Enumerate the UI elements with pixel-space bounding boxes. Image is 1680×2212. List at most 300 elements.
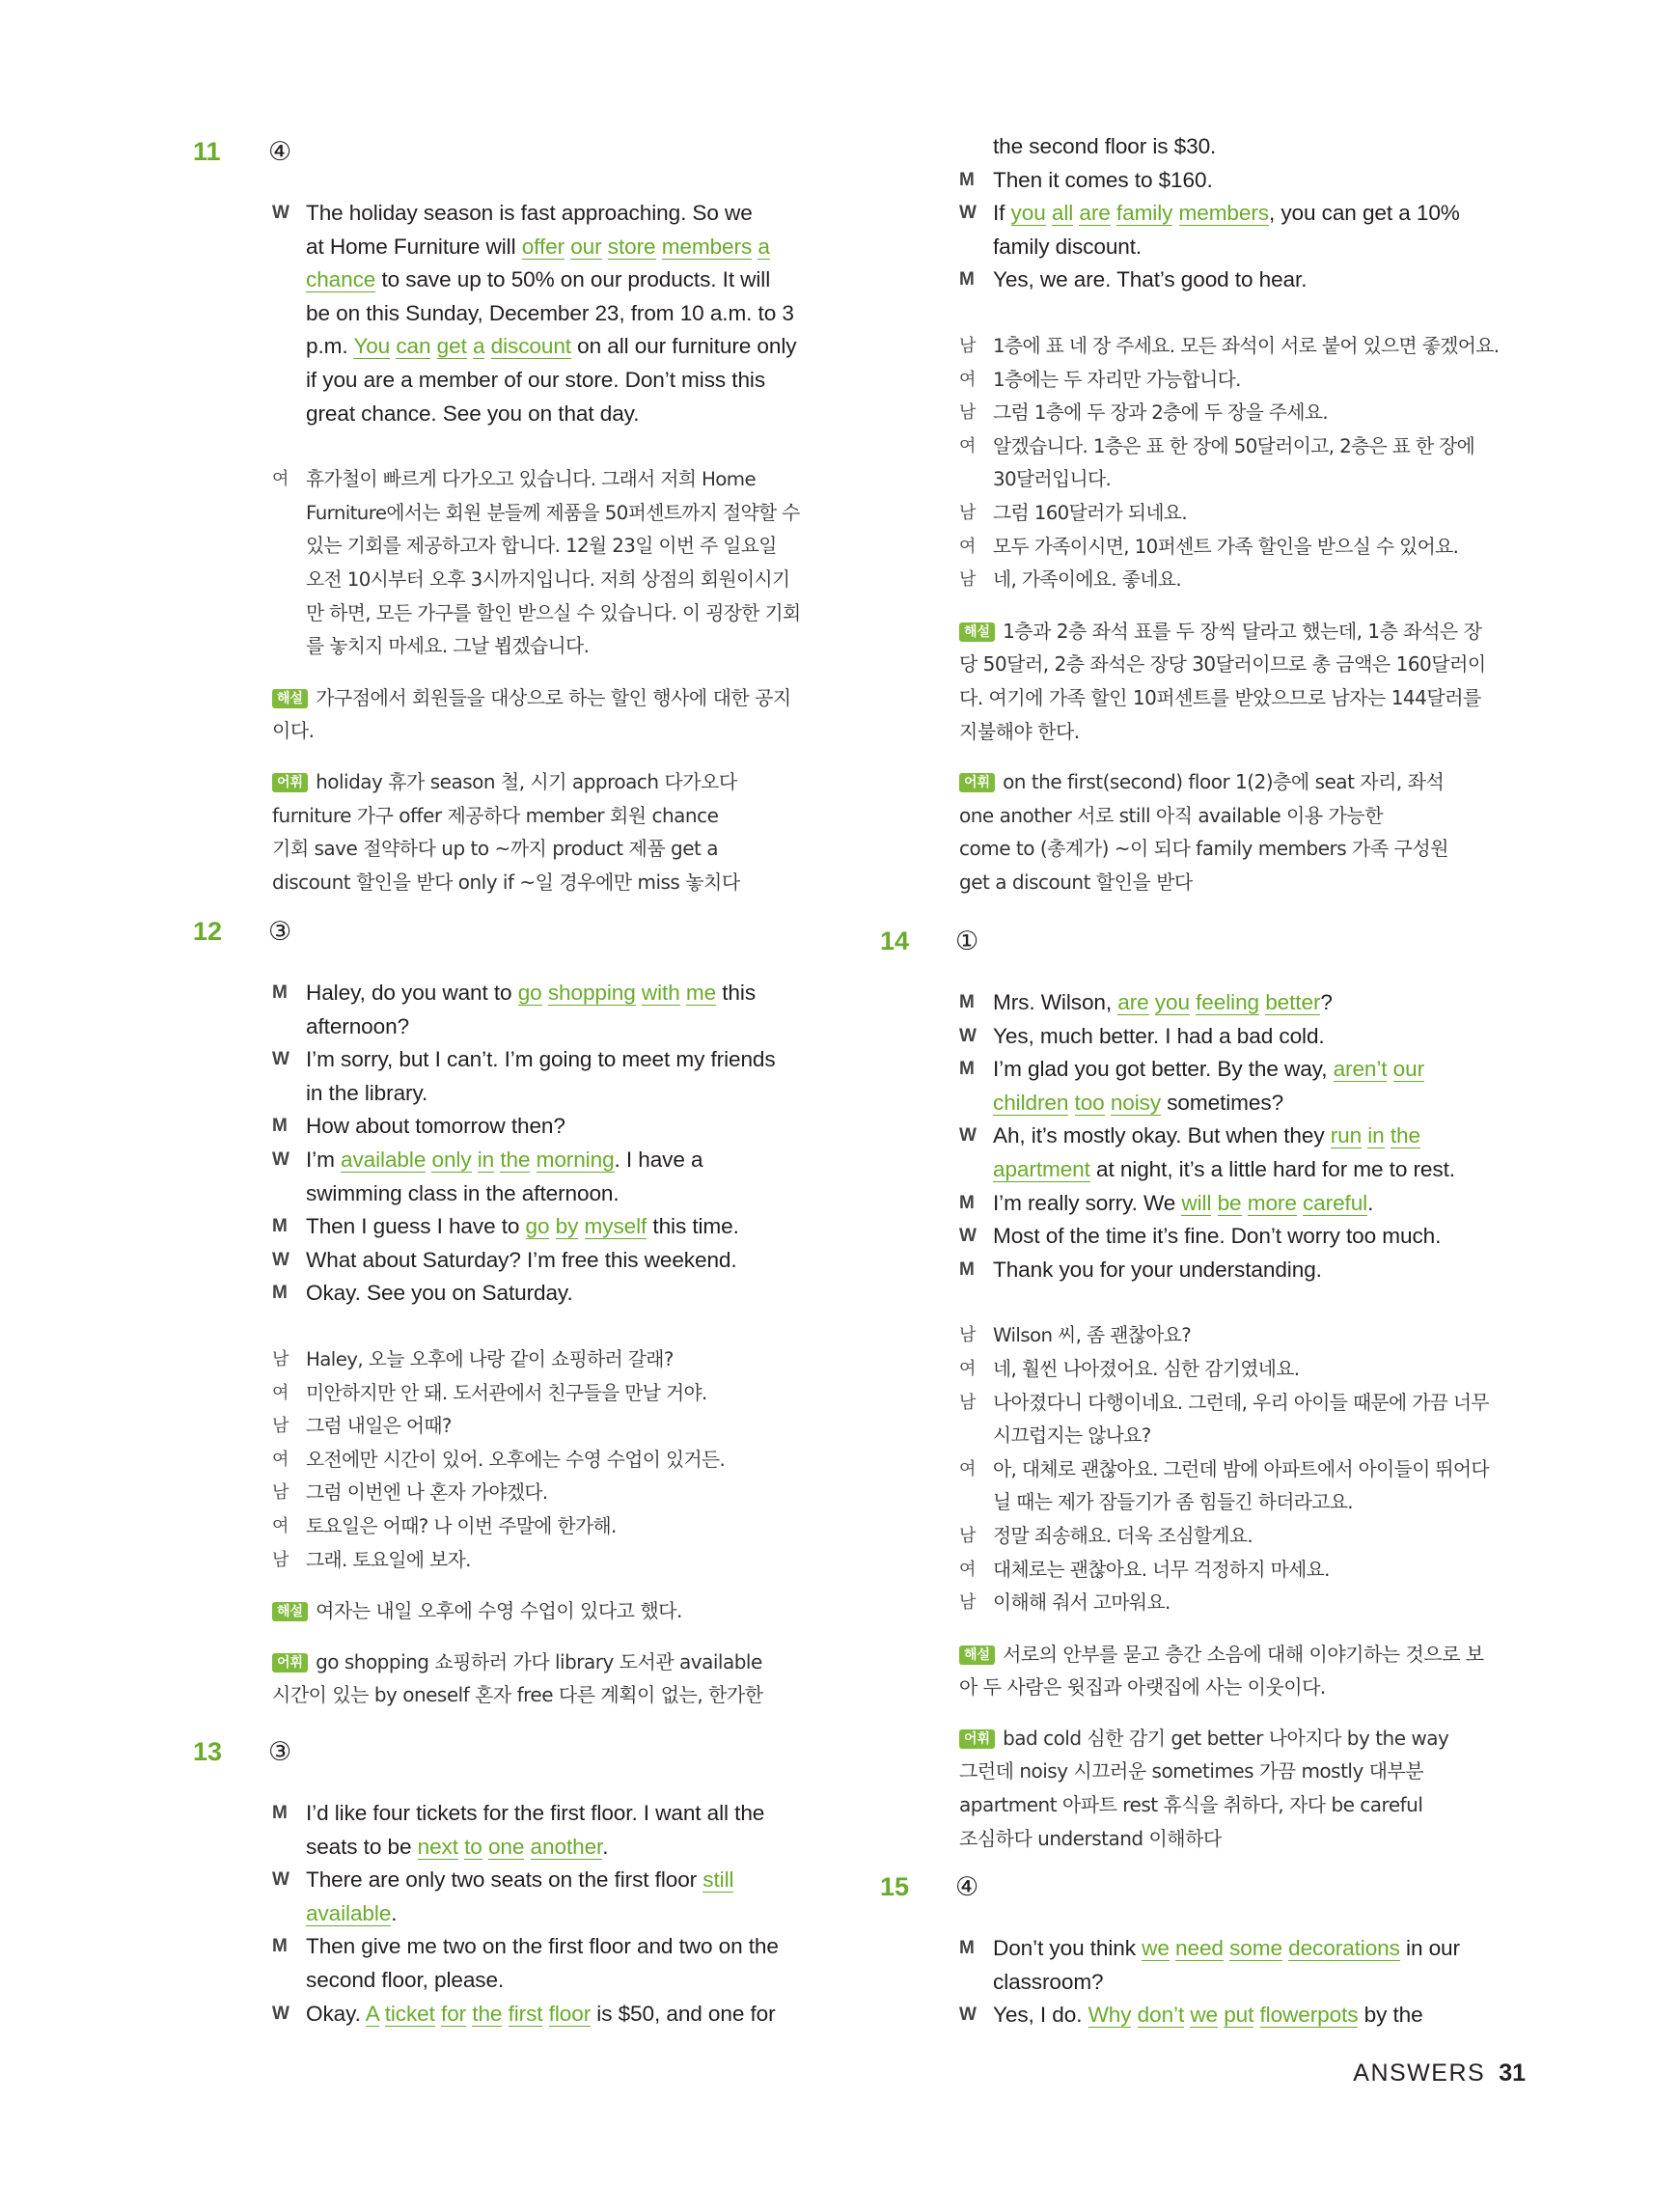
- translation-text: 시끄럽지는 않나요?: [993, 1424, 1151, 1448]
- answer-blank: will: [1181, 1190, 1212, 1215]
- vocabulary: [272, 1645, 830, 1712]
- dialogue-text: seats to be: [306, 1834, 418, 1859]
- speaker-label: M: [272, 1116, 288, 1137]
- answer-blank: more: [1247, 1190, 1297, 1215]
- vocabulary-text: holiday 휴가 season 철, 시기 approach 다가오다: [316, 769, 737, 793]
- speaker-label: W: [959, 1025, 977, 1046]
- speaker-label: 여: [959, 536, 976, 557]
- dialogue-text: What about Saturday? I’m free this weekend.: [306, 1247, 737, 1272]
- dialogue-text: ?: [1320, 990, 1333, 1014]
- dialogue-text: [680, 981, 686, 1005]
- translation-text: 미안하지만 안 돼. 도서관에서 친구들을 만날 거야.: [306, 1381, 707, 1404]
- speaker-label: M: [959, 269, 975, 290]
- translation-line: [959, 1587, 1517, 1620]
- answer-blank: by: [555, 1214, 579, 1239]
- speaker-label: M: [959, 1059, 975, 1080]
- answer-blank: morning: [536, 1147, 615, 1172]
- translation-text: 를 놓치지 마세요. 그날 뵙겠습니다.: [306, 635, 590, 658]
- dialogue-text: swimming class in the afternoon.: [306, 1180, 620, 1205]
- vocabulary: [959, 765, 1517, 899]
- answer-blank: store: [607, 234, 656, 259]
- dialogue-text: family discount.: [993, 234, 1143, 259]
- explanation-text: 지불해야 한다.: [959, 719, 1080, 743]
- answer-blank: careful: [1302, 1190, 1368, 1215]
- explanation: [272, 681, 830, 748]
- question-header: [880, 926, 1517, 971]
- answer-blank: one: [487, 1834, 525, 1859]
- dialogue-line: [272, 1998, 830, 2032]
- speaker-label: 남: [272, 1416, 289, 1437]
- explanation-text: 당 50달러, 2층 좌석은 장당 30달러이므로 총 금액은 160달러이: [959, 652, 1486, 677]
- answer-choice: ④: [268, 137, 292, 167]
- speaker-label: M: [959, 1938, 975, 1958]
- dialogue-text: the second floor is $30.: [993, 134, 1217, 158]
- translation-text: 그래. 토요일에 보자.: [306, 1548, 471, 1571]
- answer-blank: with: [641, 981, 680, 1005]
- translation-line: [959, 1520, 1517, 1554]
- translation-text: 그럼 160달러가 되네요.: [993, 501, 1188, 524]
- dialogue-text: [656, 235, 662, 259]
- dialogue-line: [959, 130, 1517, 164]
- speaker-label: M: [959, 1258, 975, 1280]
- translation-text: 있는 기회를 제공하고자 합니다. 12월 23일 이번 주 일요일: [306, 535, 777, 558]
- dialogue-line: [272, 1277, 830, 1311]
- dialogue-text: I’m glad you got better. By the way,: [993, 1057, 1334, 1082]
- speaker-label: 남: [272, 1482, 289, 1504]
- answer-blank: are: [1117, 990, 1149, 1014]
- translation-text: 토요일은 어때? 나 이번 주말에 한가해.: [306, 1514, 617, 1537]
- dialogue-text: [1387, 1057, 1392, 1081]
- vocabulary-tag: 어휘: [959, 773, 995, 792]
- translation-text: 이해해 줘서 고마워요.: [993, 1591, 1170, 1615]
- translation-text: 오전에만 시간이 있어. 오후에는 수영 수업이 있거든.: [306, 1448, 726, 1471]
- dialogue-text: [472, 1147, 478, 1172]
- dialogue-text: [524, 1835, 530, 1859]
- answer-blank: go: [517, 981, 542, 1005]
- explanation-tag: 해설: [272, 689, 308, 708]
- explanation-tag: 해설: [959, 622, 995, 642]
- dialogue-text: at Home Furniture will: [306, 234, 522, 259]
- explanation-text: 아 두 사람은 윗집과 아랫집에 사는 이웃이다.: [959, 1675, 1326, 1700]
- translation-line: [959, 397, 1517, 430]
- dialogue-line: [272, 197, 830, 430]
- speaker-label: M: [272, 1936, 288, 1957]
- answer-blank: a: [757, 234, 770, 259]
- dialogue-text: [549, 1214, 555, 1238]
- answer-blank: offer: [521, 234, 565, 259]
- dialogue-line: [272, 1930, 830, 1997]
- translation-text: 오전 10시부터 오후 3시까지입니다. 저희 상점의 회원이시기: [306, 567, 790, 591]
- translation-line: [959, 1387, 1517, 1453]
- answer-blank: members: [661, 234, 753, 259]
- answer-blank: chance: [306, 267, 376, 292]
- dialogue-text: Most of the time it’s fine. Don’t worry too much.: [993, 1224, 1442, 1249]
- answer-blank: the: [1390, 1123, 1420, 1148]
- dialogue: [959, 986, 1517, 1286]
- dialogue-text: [379, 2002, 385, 2026]
- translation-line: [959, 1353, 1517, 1387]
- dialogue-line: [272, 1864, 830, 1930]
- translation-line: [959, 497, 1517, 531]
- dialogue-text: [1068, 1091, 1074, 1115]
- dialogue-line: [959, 263, 1517, 297]
- dialogue-text: at night, it’s a little hard for me to rest.: [1089, 1156, 1455, 1181]
- explanation: [959, 1638, 1517, 1704]
- dialogue-text: [1211, 1191, 1217, 1215]
- translation-line: [959, 531, 1517, 565]
- dialogue-line: [272, 1043, 830, 1110]
- dialogue: [272, 197, 830, 430]
- speaker-label: 여: [272, 469, 289, 490]
- translation-text: 네, 훨씬 나아졌어요. 심한 감기였네요.: [993, 1357, 1300, 1380]
- dialogue-text: Yes, much better. I had a bad cold.: [993, 1023, 1325, 1048]
- dialogue-text: [1111, 201, 1116, 225]
- translation-text: 그럼 1층에 두 장과 2층에 두 장을 주세요.: [993, 401, 1329, 425]
- answer-blank: don’t: [1137, 2003, 1185, 2028]
- speaker-label: W: [959, 2005, 977, 2026]
- answer-blank: available: [341, 1147, 427, 1172]
- dialogue-text: second floor, please.: [306, 1967, 505, 1992]
- translation-line: [272, 1410, 830, 1444]
- question-13: [193, 1737, 830, 2031]
- dialogue-text: to save up to 50% on our products. It will: [375, 267, 771, 292]
- dialogue-text: Okay. See you on Saturday.: [306, 1281, 573, 1306]
- dialogue-text: great chance. See you on that day.: [306, 401, 640, 426]
- dialogue-text: Mrs. Wilson,: [993, 990, 1118, 1014]
- translation-text: Furniture에서는 회원 분들께 제품을 50퍼센트까지 절약할 수: [306, 501, 800, 524]
- answer-blank: we: [1190, 2003, 1219, 2028]
- translation-text: 정말 죄송해요. 더욱 조심할게요.: [993, 1524, 1253, 1547]
- speaker-label: W: [272, 1148, 289, 1170]
- vocabulary-text: one another 서로 still 아직 available 이용 가능한: [959, 803, 1384, 827]
- speaker-label: 남: [272, 1348, 289, 1369]
- answer-blank: in: [477, 1147, 495, 1172]
- vocabulary-text: get a discount 할인을 받다: [959, 870, 1193, 894]
- speaker-label: M: [272, 1283, 288, 1304]
- speaker-label: 남: [959, 1392, 976, 1413]
- speaker-label: 여: [959, 435, 976, 456]
- answer-blank: go: [525, 1214, 550, 1239]
- answer-choice: ①: [955, 926, 979, 956]
- translation-line: [272, 1544, 830, 1578]
- vocabulary-tag: 어휘: [272, 1653, 308, 1673]
- dialogue: [959, 130, 1517, 297]
- speaker-label: W: [272, 2003, 289, 2024]
- answer-blank: available: [306, 1900, 392, 1925]
- speaker-label: W: [272, 203, 289, 223]
- dialogue-text: [1253, 2003, 1259, 2027]
- translation-text: Wilson 씨, 좀 괜찮아요?: [993, 1324, 1192, 1347]
- question-number: 11: [193, 137, 221, 166]
- speaker-label: M: [272, 1803, 288, 1823]
- dialogue-line: [959, 1053, 1517, 1120]
- page-number: 31: [1499, 2060, 1526, 2087]
- dialogue-line: [959, 164, 1517, 198]
- answer-blank: all: [1051, 201, 1074, 226]
- speaker-label: 여: [272, 1449, 289, 1470]
- dialogue-text: I’d like four tickets for the first floor. I want all the: [306, 1801, 765, 1825]
- vocabulary: [272, 765, 830, 899]
- answer-blank: discount: [490, 334, 571, 359]
- answer-blank: to: [464, 1834, 482, 1859]
- dialogue-text: [430, 334, 436, 358]
- vocabulary-text: discount 할인을 받다 only if ~일 경우에만 miss 놓치다: [272, 870, 740, 894]
- answer-blank: get: [436, 334, 467, 359]
- answer-blank: too: [1074, 1090, 1105, 1115]
- translation-text: 네, 가족이에요. 좋네요.: [993, 568, 1182, 592]
- dialogue-text: Then it comes to $160.: [993, 167, 1213, 192]
- speaker-label: 여: [959, 1358, 976, 1379]
- translation-text: Haley, 오늘 오후에 나랑 같이 쇼핑하러 갈래?: [306, 1347, 674, 1370]
- answer-blank: our: [1392, 1057, 1425, 1082]
- translation-text: 그럼 이번엔 나 혼자 가야겠다.: [306, 1481, 548, 1505]
- dialogue-text: . I have a: [614, 1147, 703, 1172]
- vocabulary-text: 기회 save 절약하다 up to ~까지 product 제품 get a: [272, 837, 718, 861]
- dialogue-text: in the library.: [306, 1080, 428, 1105]
- answer-blank: You: [353, 334, 391, 359]
- dialogue-line: [959, 1187, 1517, 1221]
- translation-line: [959, 1319, 1517, 1353]
- dialogue-text: in our: [1399, 1936, 1460, 1960]
- speaker-label: W: [959, 1226, 977, 1247]
- vocabulary-text: furniture 가구 offer 제공하다 member 회원 chance: [272, 803, 719, 827]
- translation-line: [272, 463, 830, 664]
- translation-line: [272, 1477, 830, 1510]
- answer-blank: myself: [584, 1214, 647, 1239]
- speaker-label: 남: [959, 502, 976, 523]
- speaker-label: M: [272, 1216, 288, 1237]
- answer-blank: first: [508, 2001, 543, 2026]
- explanation-text: 이다.: [272, 719, 315, 743]
- vocabulary-tag: 어휘: [272, 773, 308, 792]
- dialogue-text: I’m: [306, 1147, 341, 1172]
- vocabulary-text: 그런데 noisy 시끄러운 sometimes 가끔 mostly 대부분: [959, 1759, 1424, 1783]
- dialogue-text: afternoon?: [306, 1013, 410, 1038]
- answer-blank: feeling: [1196, 990, 1260, 1014]
- vocabulary: [959, 1722, 1517, 1855]
- dialogue-text: [502, 2002, 508, 2026]
- dialogue-line: [272, 1144, 830, 1210]
- translation-line: [272, 1510, 830, 1544]
- answer-blank: you: [1154, 990, 1190, 1014]
- dialogue-text: The holiday season is fast approaching. So we: [306, 201, 753, 225]
- dialogue-line: [959, 1254, 1517, 1287]
- dialogue-text: Don’t you think: [993, 1936, 1143, 1960]
- translation-line: [959, 330, 1517, 364]
- answer-blank: in: [1367, 1123, 1385, 1148]
- explanation: [272, 1594, 830, 1628]
- answer-blank: a: [472, 334, 485, 359]
- question-number: 14: [880, 926, 910, 955]
- vocabulary-text: apartment 아파트 rest 휴식을 취하다, 자다 be careful: [959, 1793, 1423, 1817]
- dialogue-text: If: [993, 201, 1011, 226]
- explanation-text: 1층과 2층 좌석 표를 두 장씩 달라고 했는데, 1층 좌석은 장: [1003, 619, 1482, 643]
- answer-blank: we: [1142, 1936, 1170, 1960]
- dialogue: [959, 1932, 1517, 2032]
- answer-blank: our: [570, 234, 602, 259]
- answer-blank: the: [500, 1147, 531, 1172]
- dialogue-line: [959, 1220, 1517, 1254]
- translation-text: 알겠습니다. 1층은 표 한 장에 50달러이고, 2층은 표 한 장에: [993, 434, 1475, 457]
- answer-choice: ④: [955, 1872, 979, 1902]
- dialogue-line: [959, 197, 1517, 263]
- explanation-tag: 해설: [272, 1602, 308, 1621]
- question-header: [193, 1737, 830, 1782]
- dialogue-text: Haley, do you want to: [306, 981, 518, 1005]
- dialogue-text: Thank you for your understanding.: [993, 1257, 1322, 1282]
- dialogue-text: [578, 1214, 584, 1238]
- speaker-label: 여: [272, 1382, 289, 1403]
- translation-line: [272, 1343, 830, 1377]
- dialogue-line: [272, 977, 830, 1043]
- dialogue-text: [602, 235, 608, 259]
- speaker-label: 여: [959, 1559, 976, 1580]
- explanation-text: 서로의 안부를 묻고 층간 소음에 대해 이야기하는 것으로 보: [1003, 1642, 1484, 1666]
- question-number: 13: [193, 1737, 223, 1766]
- question-13-continued: [880, 130, 1517, 899]
- question-number: 12: [193, 917, 223, 946]
- explanation: [959, 615, 1517, 748]
- translation-text: 아, 대체로 괜찮아요. 그런데 밤에 아파트에서 아이들이 뛰어다: [993, 1457, 1489, 1480]
- speaker-label: 남: [959, 569, 976, 591]
- dialogue-text: , you can get a 10%: [1268, 201, 1460, 226]
- dialogue-text: .: [391, 1900, 398, 1925]
- answer-blank: are: [1079, 201, 1111, 226]
- answer-blank: for: [441, 2001, 467, 2026]
- dialogue-text: [1131, 2003, 1137, 2027]
- question-15: [880, 1872, 1517, 2032]
- speaker-label: M: [272, 982, 288, 1003]
- vocabulary-text: go shopping 쇼핑하러 가다 library 도서관 available: [316, 1649, 762, 1673]
- translation-text: 대체로는 괜찮아요. 너무 걱정하지 마세요.: [993, 1558, 1330, 1581]
- translation-text: 만 하면, 모든 가구를 할인 받으실 수 있습니다. 이 굉장한 기회: [306, 601, 801, 624]
- translation-line: [959, 430, 1517, 497]
- dialogue-text: Then I guess I have to: [306, 1214, 526, 1239]
- speaker-label: 남: [959, 335, 976, 356]
- dialogue-text: [530, 1147, 536, 1172]
- dialogue-text: if you are a member of our store. Don’t miss this: [306, 367, 766, 392]
- speaker-label: W: [272, 1869, 289, 1891]
- dialogue-text: Yes, I do.: [993, 2003, 1088, 2028]
- answer-blank: A: [365, 2001, 379, 2026]
- speaker-label: W: [272, 1049, 289, 1070]
- answer-blank: be: [1217, 1190, 1242, 1215]
- speaker-label: M: [959, 169, 975, 190]
- vocabulary-tag: 어휘: [959, 1729, 995, 1749]
- dialogue-text: this time.: [647, 1214, 739, 1239]
- dialogue-text: Okay.: [306, 2001, 366, 2026]
- answer-blank: some: [1229, 1936, 1282, 1960]
- explanation-text: 여자는 내일 오후에 수영 수업이 있다고 했다.: [316, 1599, 682, 1623]
- answer-blank: need: [1175, 1936, 1224, 1960]
- vocabulary-text: bad cold 심한 감기 get better 나아지다 by the way: [1003, 1726, 1449, 1750]
- dialogue-text: [1242, 1191, 1248, 1215]
- dialogue-text: [1385, 1123, 1391, 1147]
- answer-blank: decorations: [1288, 1936, 1400, 1960]
- question-12: [193, 917, 830, 1712]
- translation-text: 30달러입니다.: [993, 468, 1112, 491]
- translation-line: [272, 1377, 830, 1411]
- explanation-text: 다. 여기에 가족 할인 10퍼센트를 받았으므로 남자는 144달러를: [959, 685, 1481, 709]
- answer-blank: me: [685, 981, 717, 1005]
- translation-text: 1층에 표 네 장 주세요. 모든 좌석이 서로 붙어 있으면 좋겠어요.: [993, 334, 1500, 357]
- question-14: [880, 926, 1517, 1855]
- dialogue-text: [1172, 201, 1178, 225]
- speaker-label: 여: [272, 1515, 289, 1536]
- explanation-tag: 해설: [959, 1645, 995, 1665]
- dialogue-text: by the: [1358, 2003, 1423, 2028]
- dialogue-line: [959, 1020, 1517, 1054]
- dialogue-text: be on this Sunday, December 23, from 10 a.m. to 3: [306, 300, 794, 325]
- translation-text: 휴가철이 빠르게 다가오고 있습니다. 그래서 저희 Home: [306, 468, 757, 491]
- speaker-label: 남: [959, 1325, 976, 1346]
- dialogue-line: [959, 986, 1517, 1020]
- dialogue-text: [1046, 201, 1052, 225]
- translation-line: [959, 1453, 1517, 1520]
- question-11: [193, 137, 830, 899]
- answer-blank: Why: [1088, 2003, 1132, 2028]
- answer-blank: children: [993, 1090, 1069, 1115]
- answer-blank: you: [1010, 201, 1046, 226]
- translation: [959, 1319, 1517, 1619]
- dialogue-text: I’m sorry, but I can’t. I’m going to meet my friends: [306, 1047, 776, 1072]
- dialogue-text: classroom?: [993, 1969, 1104, 1994]
- answer-blank: ticket: [384, 2001, 435, 2026]
- speaker-label: 남: [959, 1525, 976, 1546]
- translation: [959, 330, 1517, 597]
- speaker-label: 남: [959, 402, 976, 424]
- dialogue-text: [542, 981, 548, 1005]
- answer-blank: run: [1330, 1123, 1363, 1148]
- answer-choice: ③: [268, 917, 292, 947]
- dialogue-text: .: [1367, 1190, 1374, 1215]
- dialogue-text: [484, 334, 490, 358]
- footer-label: ANSWERS: [1353, 2060, 1486, 2087]
- speaker-label: 남: [272, 1549, 289, 1570]
- dialogue: [272, 977, 830, 1311]
- translation-text: 모두 가족이시면, 10퍼센트 가족 할인을 받으실 수 있어요.: [993, 535, 1459, 558]
- speaker-label: 여: [959, 369, 976, 390]
- question-header: [193, 137, 830, 181]
- answer-blank: noisy: [1110, 1090, 1162, 1115]
- dialogue-text: [1149, 990, 1155, 1014]
- answer-blank: aren’t: [1333, 1057, 1388, 1082]
- speaker-label: 여: [959, 1458, 976, 1479]
- answer-blank: apartment: [993, 1156, 1090, 1181]
- speaker-label: W: [959, 203, 977, 224]
- dialogue-text: Ah, it’s mostly okay. But when they: [993, 1123, 1331, 1148]
- speaker-label: M: [959, 992, 975, 1012]
- dialogue-text: Then give me two on the first floor and two on the: [306, 1934, 779, 1959]
- answer-blank: better: [1265, 990, 1321, 1014]
- explanation-text: 가구점에서 회원들을 대상으로 하는 할인 행사에 대한 공지: [316, 685, 791, 709]
- question-header: [880, 1872, 1517, 1917]
- answer-blank: another: [530, 1834, 603, 1859]
- answer-blank: floor: [548, 2001, 592, 2026]
- dialogue-text: .: [602, 1834, 609, 1859]
- dialogue-text: p.m.: [306, 334, 354, 359]
- page-footer: [1353, 2060, 1526, 2088]
- dialogue-text: [636, 981, 642, 1005]
- answer-blank: put: [1224, 2003, 1254, 2028]
- translation: [272, 463, 830, 664]
- dialogue-line: [272, 1244, 830, 1278]
- answer-blank: members: [1178, 201, 1269, 226]
- answer-blank: next: [417, 1834, 458, 1859]
- answer-blank: still: [702, 1867, 734, 1893]
- dialogue-text: Yes, we are. That’s good to hear.: [993, 267, 1308, 292]
- dialogue-text: sometimes?: [1161, 1090, 1284, 1115]
